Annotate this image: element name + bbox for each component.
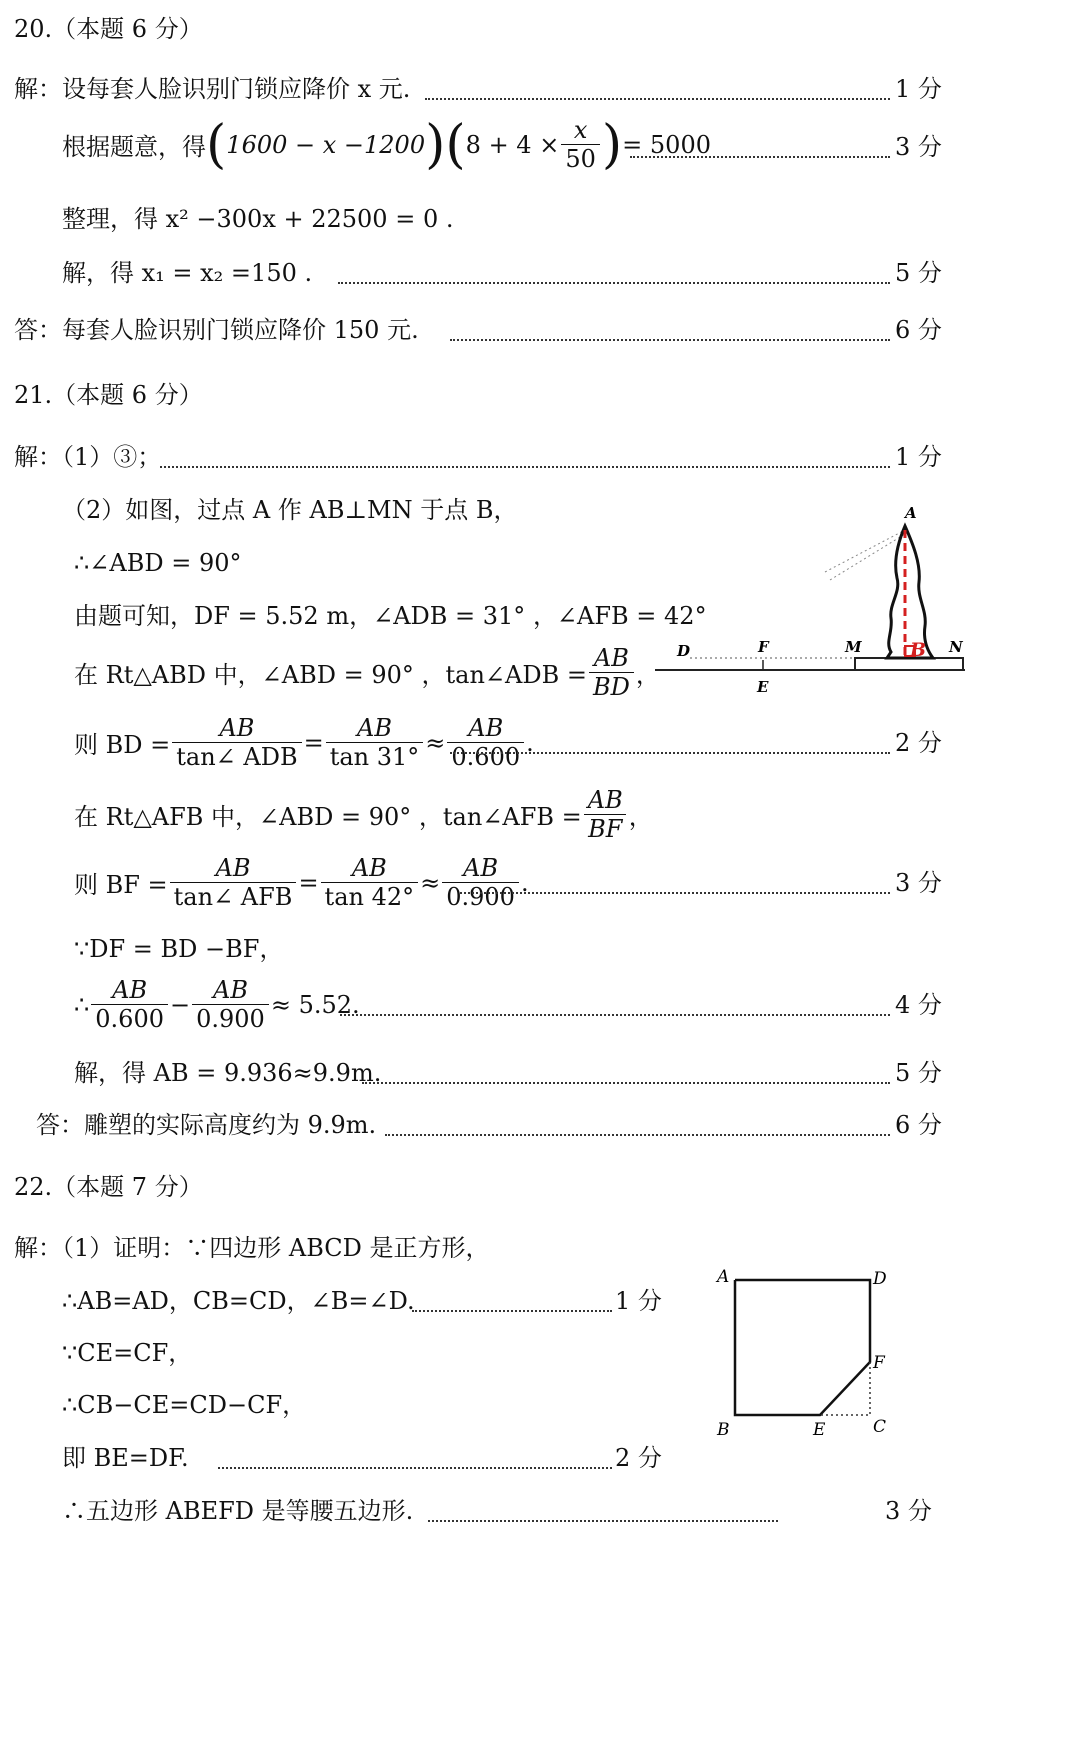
- label-f: F: [873, 1353, 885, 1373]
- label-e: E: [757, 678, 769, 696]
- label-d: D: [873, 1269, 887, 1289]
- q20-header: 20.（本题 6 分）: [14, 15, 203, 43]
- q20-score-3: 3 分: [895, 133, 942, 161]
- pentagon-figure: [705, 1260, 905, 1450]
- dotted-leader: [428, 1520, 778, 1522]
- q21-line3: ∴∠ABD = 90°: [74, 549, 242, 577]
- label-e: E: [813, 1420, 826, 1440]
- q21-line10: ∴ $\frac{AB}{0.600}$ − $\frac{AB}{0.900}$ ≈ 5.52.: [74, 976, 360, 1033]
- q21-score-5: 5 分: [895, 1059, 942, 1087]
- label-n: N: [949, 638, 963, 656]
- pentagon-shape: [735, 1280, 870, 1415]
- q21-line9: ∵DF = BD −BF，: [74, 935, 284, 963]
- q20-score-6: 6 分: [895, 316, 942, 344]
- q22-header: 22.（本题 7 分）: [14, 1173, 203, 1201]
- q21-line11: 解，得 AB = 9.936≈9.9m.: [74, 1059, 382, 1087]
- sculpture-figure: [655, 500, 967, 700]
- q20-eq-result: = 5000: [622, 130, 711, 159]
- dotted-leader: [450, 752, 890, 754]
- q22-line1: 解：（1）证明：∵四边形 ABCD 是正方形，: [14, 1234, 490, 1262]
- q21-line6: 则 BD = $\frac{AB}{\text{tan∠ ADB}}$ = $\frac{AB}{\tan 31^\circ}$ ≈ $\frac{AB}{0.600}$ .: [74, 714, 534, 771]
- q20-equation: 根据题意，得 ( 1600 − x −1200 )( 8 + 4 × $\frac{x}{50}$ ) = 5000: [62, 114, 711, 175]
- label-a: A: [905, 504, 917, 522]
- label-a: A: [717, 1267, 730, 1287]
- dotted-leader: [362, 1082, 890, 1084]
- q21-line7: 在 Rt△AFB 中，∠ABD = 90° ，tan∠AFB = $\frac{AB}{BF}$ ，: [74, 786, 653, 843]
- q21-line2: （2）如图，过点 A 作 AB⊥MN 于点 B，: [62, 496, 518, 524]
- q21-score-6: 6 分: [895, 1111, 942, 1139]
- dotted-leader: [385, 1134, 890, 1136]
- q22-line6: ∴五边形 ABEFD 是等腰五边形.: [62, 1497, 414, 1525]
- dotted-leader: [218, 1467, 612, 1469]
- q21-score-3: 3 分: [895, 869, 942, 897]
- q20-score-5: 5 分: [895, 259, 942, 287]
- q22-line5: 即 BE=DF.: [62, 1444, 189, 1472]
- q21-frac-ab-bd: $\frac{AB}{BD}$: [589, 644, 634, 701]
- q21-header: 21.（本题 6 分）: [14, 381, 203, 409]
- q20-score-1: 1 分: [895, 75, 942, 103]
- q22-score-3: 3 分: [885, 1497, 932, 1525]
- q20-eq-part-b: 8 + 4 ×: [465, 130, 560, 159]
- label-m: M: [845, 638, 862, 656]
- label-d: D: [677, 642, 691, 660]
- q20-answer: 答：每套人脸识别门锁应降价 150 元.: [14, 316, 419, 344]
- dotted-leader: [160, 466, 890, 468]
- label-b: B: [717, 1420, 730, 1440]
- label-c: C: [873, 1417, 887, 1437]
- q21-line1: 解：（1）③；: [14, 443, 162, 471]
- dotted-leader: [338, 282, 890, 284]
- dotted-leader: [412, 1310, 612, 1312]
- dotted-leader: [450, 339, 890, 341]
- dotted-leader: [425, 98, 890, 100]
- q20-line1: 解：设每套人脸识别门锁应降价 x 元.: [14, 75, 411, 103]
- q21-answer: 答：雕塑的实际高度约为 9.9m.: [36, 1111, 377, 1139]
- dotted-leader: [630, 156, 890, 158]
- label-b: B: [910, 639, 927, 661]
- q21-line5: 在 Rt△ABD 中，∠ABD = 90° ，tan∠ADB = $\frac{AB}{BD}$ ，: [74, 644, 660, 701]
- dotted-leader: [340, 1014, 890, 1016]
- q21-score-1: 1 分: [895, 443, 942, 471]
- q21-score-4: 4 分: [895, 991, 942, 1019]
- q20-line4: 解，得 x₁ = x₂ =150 .: [62, 259, 313, 287]
- q20-eq-prefix: 根据题意，得: [62, 133, 206, 161]
- q22-score-2: 2 分: [615, 1444, 662, 1472]
- q22-line4: ∴CB−CE=CD−CF，: [62, 1391, 307, 1419]
- dotted-leader: [460, 892, 890, 894]
- q20-line3: 整理，得 x² −300x + 22500 = 0 .: [62, 205, 454, 233]
- q22-score-1: 1 分: [615, 1287, 662, 1315]
- q22-line2: ∴AB=AD，CB=CD，∠B=∠D.: [62, 1287, 415, 1315]
- q21-line4: 由题可知，DF = 5.52 m，∠ADB = 31° ，∠AFB = 42°: [74, 602, 707, 630]
- q21-line8: 则 BF = $\frac{AB}{\text{tan∠ AFB}}$ = $\frac{AB}{\tan 42^\circ}$ ≈ $\frac{AB}{0.900}$ .: [74, 854, 529, 911]
- q20-fraction: $\frac{x}{50}$: [561, 116, 600, 173]
- label-f: F: [758, 638, 769, 656]
- q22-line3: ∵CE=CF，: [62, 1339, 193, 1367]
- q20-eq-part-a: 1600 − x −1200: [226, 130, 426, 159]
- q21-score-2: 2 分: [895, 729, 942, 757]
